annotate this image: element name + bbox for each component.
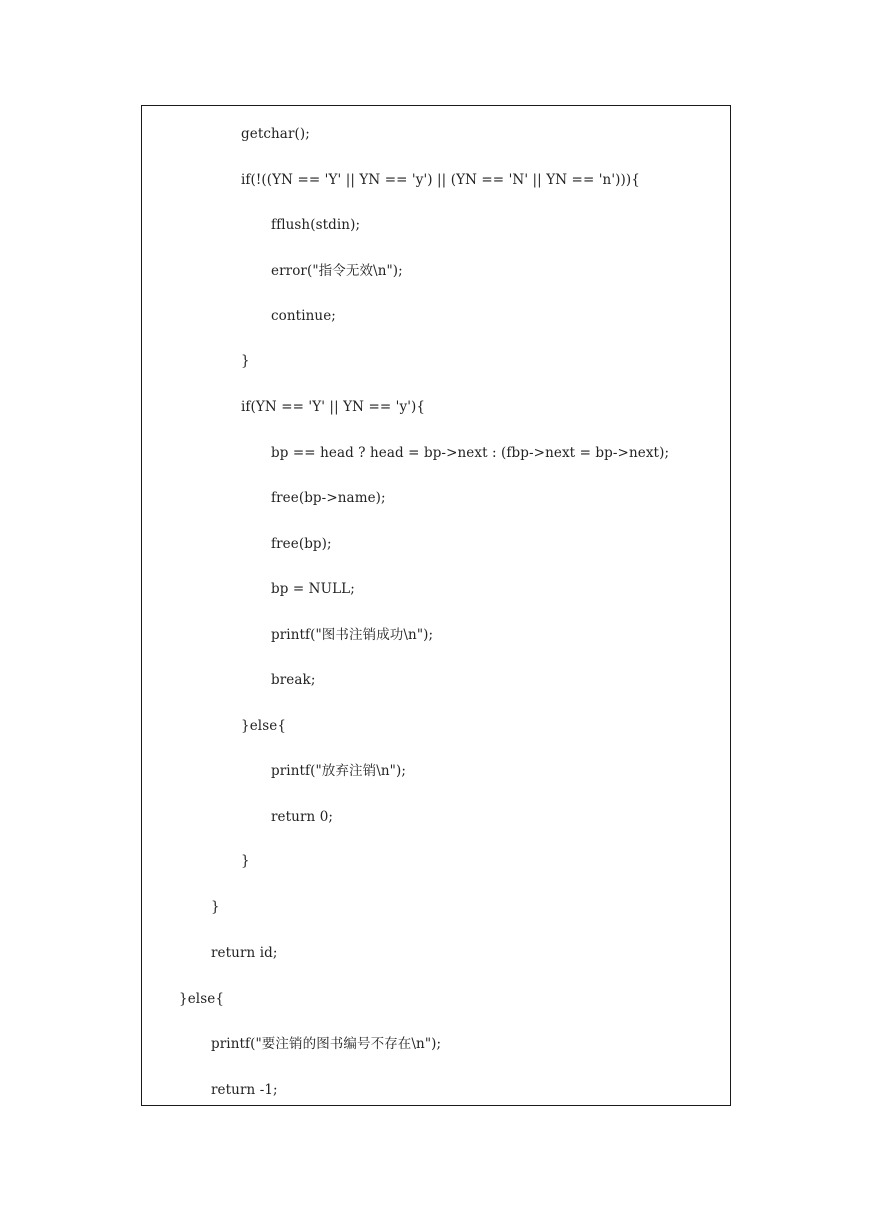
- code-line: break;: [271, 672, 316, 688]
- code-line: return 0;: [271, 809, 334, 825]
- code-line: getchar();: [241, 126, 310, 142]
- code-line: }: [241, 853, 250, 869]
- code-line: continue;: [271, 308, 336, 324]
- code-line: bp == head ? head = bp->next : (fbp->next = bp->next);: [271, 445, 670, 461]
- code-listing-box: [141, 105, 731, 1106]
- code-line: return id;: [211, 945, 278, 961]
- code-line: fflush(stdin);: [271, 217, 361, 233]
- code-line: }: [211, 899, 220, 915]
- code-line: printf("图书注销成功\n");: [271, 627, 434, 643]
- code-line: }else{: [179, 991, 225, 1007]
- code-line: printf("放弃注销\n");: [271, 763, 406, 779]
- code-line: }else{: [241, 718, 287, 734]
- code-line: error("指令无效\n");: [271, 263, 403, 279]
- code-line: if(!((YN == 'Y' || YN == 'y') || (YN == 'N' || YN == 'n'))){: [241, 172, 640, 188]
- code-line: }: [241, 353, 250, 369]
- code-line: printf("要注销的图书编号不存在\n");: [211, 1036, 442, 1052]
- code-line: if(YN == 'Y' || YN == 'y'){: [241, 399, 426, 415]
- code-line: bp = NULL;: [271, 581, 355, 597]
- code-line: return -1;: [211, 1082, 278, 1098]
- code-line: free(bp);: [271, 536, 332, 552]
- code-line: free(bp->name);: [271, 490, 386, 506]
